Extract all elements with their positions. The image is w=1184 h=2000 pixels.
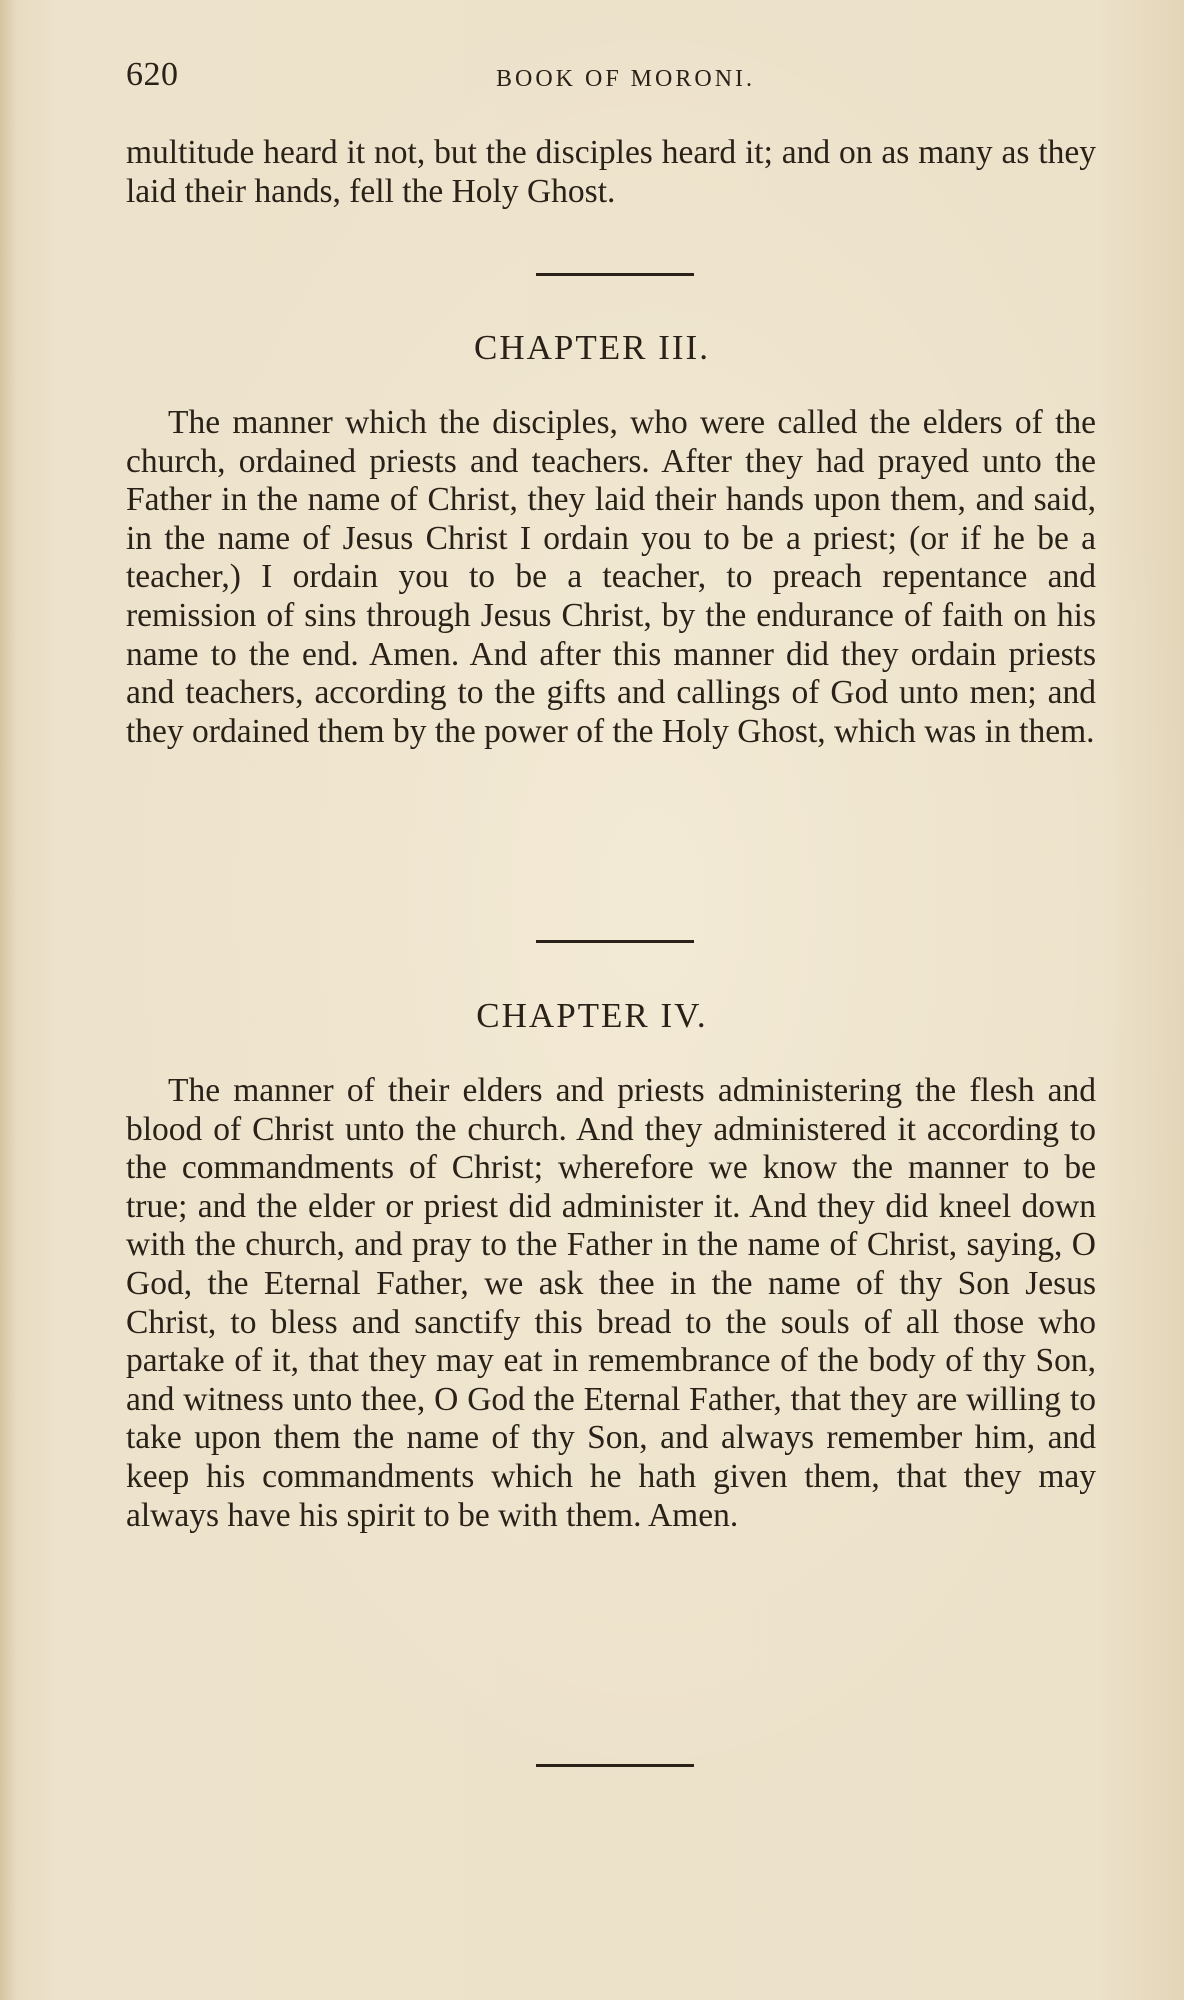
section-divider <box>536 940 694 943</box>
book-title: BOOK OF MORONI. <box>496 66 756 92</box>
chapter-heading-4: CHAPTER IV. <box>476 996 708 1035</box>
section-divider <box>536 1764 694 1767</box>
running-head <box>126 50 1092 100</box>
chapter-heading-3: CHAPTER III. <box>474 328 710 367</box>
continuation-paragraph: multitude heard it not, but the disciples heard it; and on as many as they laid their hands, fell the Holy Ghost. <box>126 134 1096 210</box>
section-divider <box>536 273 694 276</box>
chapter-4-paragraph: The manner of their elders and priests administering the flesh and blood of Christ unto the church. And they administered it according to the commandments of Christ; wherefore we know the manner to be true; and the elder or priest did administer it. And they did kneel down with the church, and pray to the Father in the name of Christ, saying, O God, the Eternal Father, we ask thee in the name of thy Son Jesus Christ, to bless and sanctify this bread to the souls of all those who partake of it, that they may eat in remembrance of the body of thy Son, and witness unto thee, O God the Eternal Father, that they are willing to take upon them the name of thy Son, and always remember him, and keep his commandments which he hath given them, that they may always have his spirit to be with them. Amen. <box>126 1072 1096 1534</box>
chapter-3-paragraph: The manner which the disciples, who were called the elders of the church, ordained priests and teachers. After they had prayed unto the Father in the name of Christ, they laid their hands upon them, and said, in the name of Jesus Christ I ordain you to be a priest; (or if he be a teacher,) I ordain you to be a teacher, to preach repentance and remission of sins through Jesus Christ, by the endurance of faith on his name to the end. Amen. And after this manner did they ordain priests and teachers, according to the gifts and callings of God unto men; and they ordained them by the power of the Holy Ghost, which was in them. <box>126 404 1096 750</box>
page-number: 620 <box>126 56 179 93</box>
